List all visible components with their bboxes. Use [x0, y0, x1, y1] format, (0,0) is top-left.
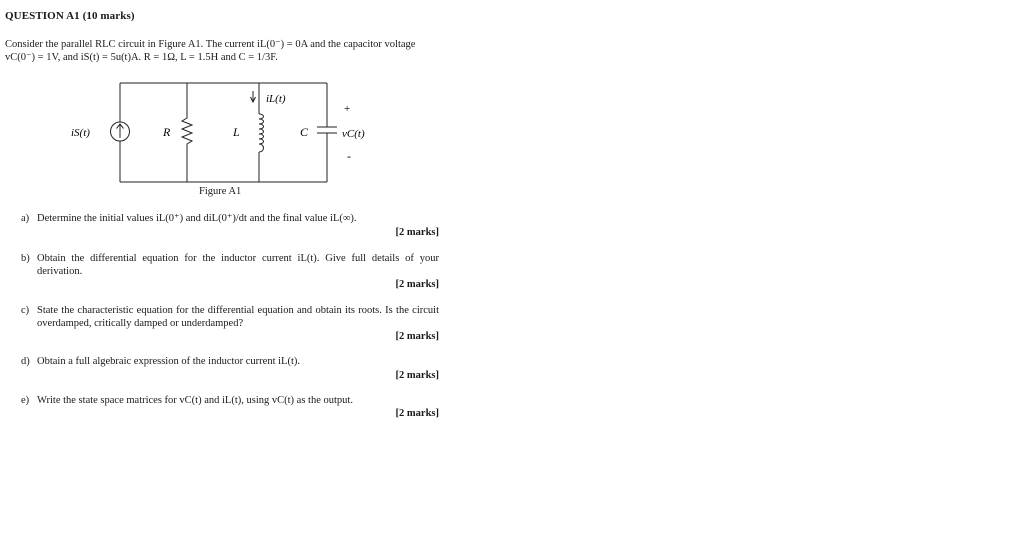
- cap-plus-sign: +: [344, 103, 351, 115]
- resistor-symbol: [182, 83, 192, 182]
- intro-line-2: vC(0⁻) = 1V, and iS(t) = 5u(t)A. R = 1Ω, L = 1.5H and C = 1/3F.: [5, 51, 278, 63]
- part-a: [21, 213, 439, 226]
- part-c: [21, 305, 439, 330]
- part-a-label: a): [21, 213, 30, 224]
- part-e-marks: [2 marks]: [395, 408, 439, 419]
- part-e-label: e): [21, 395, 30, 406]
- question-title: QUESTION A1 (10 marks): [5, 10, 135, 22]
- part-e: [21, 395, 439, 408]
- inductor-label: L: [233, 125, 240, 139]
- part-e-text: Write the state space matrices for vC(t) and iL(t), using vC(t) as the output.: [37, 395, 353, 406]
- cap-voltage-label: vC(t): [342, 128, 365, 140]
- capacitor-label: C: [300, 125, 309, 139]
- part-b-marks: [2 marks]: [395, 279, 439, 290]
- circuit-diagram: [0, 0, 1024, 200]
- intro-line-1: Consider the parallel RLC circuit in Figure A1. The current iL(0⁻) = 0A and the capacitor voltage: [5, 39, 416, 50]
- part-d: [21, 356, 439, 369]
- inductor-current-arrow: [251, 91, 256, 102]
- inductor-current-label: iL(t): [266, 93, 286, 105]
- inductor-coil: [259, 114, 264, 152]
- capacitor-symbol: [317, 83, 337, 182]
- part-d-label: d): [21, 356, 30, 367]
- part-b-label: b): [21, 253, 30, 264]
- resistor-label: R: [163, 125, 171, 139]
- part-c-label: c): [21, 305, 30, 316]
- part-a-text: Determine the initial values iL(0⁺) and diL(0⁺)/dt and the final value iL(∞).: [37, 213, 357, 224]
- figure-caption: Figure A1: [199, 186, 242, 197]
- part-d-marks: [2 marks]: [395, 370, 439, 381]
- part-a-marks: [2 marks]: [395, 227, 439, 238]
- part-d-text: Obtain a full algebraic expression of the inductor current iL(t).: [37, 356, 300, 367]
- part-b: [21, 253, 439, 278]
- cap-minus-sign: -: [347, 149, 351, 163]
- part-b-text: Obtain the differential equation for the inductor current iL(t). Give full details of your derivation.: [37, 253, 439, 277]
- source-label: iS(t): [71, 127, 90, 139]
- current-source-arrow: [117, 124, 124, 138]
- part-c-marks: [2 marks]: [395, 331, 439, 342]
- part-c-text: State the characteristic equation for the differential equation and obtain its roots. Is the circuit overdamped, critically damped or underdamped?: [37, 305, 439, 329]
